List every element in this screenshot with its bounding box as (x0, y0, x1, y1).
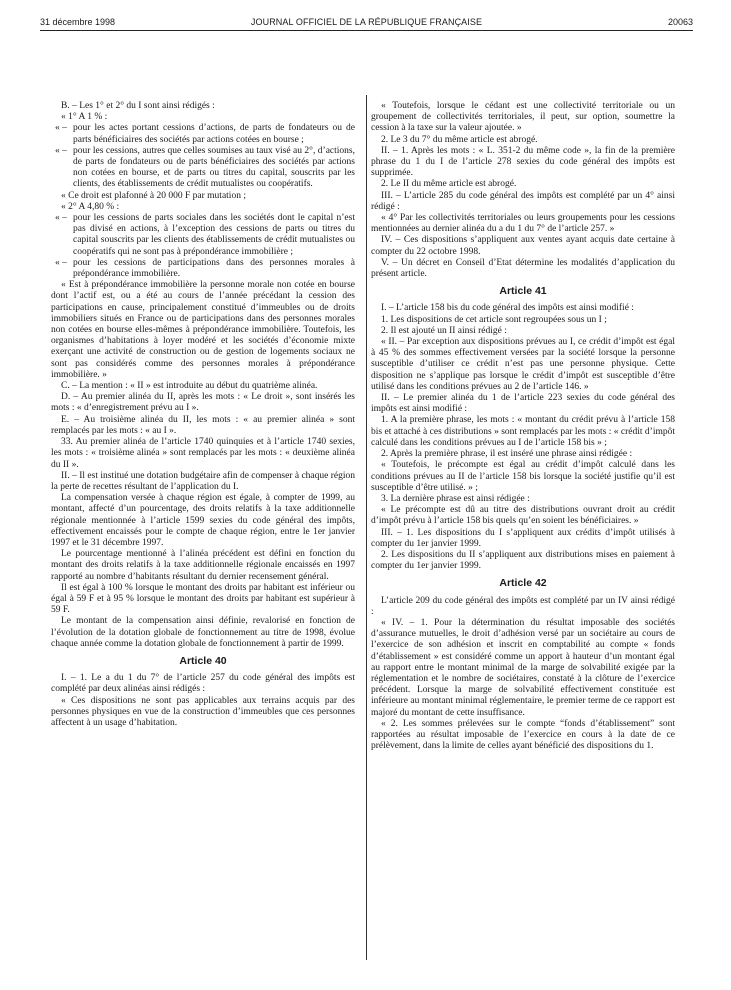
bullet-mark: « – (55, 145, 67, 156)
paragraph: « Ce droit est plafonné à 20 000 F par mutation ; (61, 190, 246, 201)
paragraph: 1. A la première phrase, les mots : « montant du crédit prévu à l’article 158 bis et attaché à ces distributions » sont remplacés par les mots : « crédit d’impôt calculé dans les conditions prévues au I de l’article 158 bis » ; (371, 415, 675, 448)
paragraph: « Ces dispositions ne sont pas applicables aux terrains acquis par des personnes physiques en vue de la construction d’immeubles que ces personnes affectent à un usage d’habitation. (51, 695, 355, 728)
paragraph: II. – Il est institué une dotation budgétaire afin de compenser à chaque région la perte de recettes résultant de l’application du I. (51, 470, 355, 492)
list-item-text: pour les cessions de parts sociales dans les sociétés dont le capital n’est pas divisé en actions, à l’exception des cessions de parts ou titres du capital souscrits par les clients des établissements de crédit mutualistes ou coopératifs qui ne sont pas à prépondérance immobilière ; (73, 213, 355, 257)
bullet-mark: « – (55, 213, 67, 224)
paragraph: « Est à prépondérance immobilière la personne morale non cotée en bourse dont l’actif est, ou a été au cours de l’année précédant la cession des participations en cause, principalement constitué d’immeubles ou de droits immobiliers situés en France ou de participations dans des personnes morales non cotées en bourse elles-mêmes à prépondérance immobilière. Toutefois, les organismes d’habitations à loyer modéré et les sociétés d’économie mixte exerçant une activité de construction ou de gestion de logements sociaux ne sont pas considérés comme des personnes morales à prépondérance immobilière. » (51, 280, 355, 380)
bullet-mark: « – (55, 123, 67, 134)
paragraph: II. – 1. Après les mots : « L. 351-2 du même code », la fin de la première phrase du 1 du I de l’article 278 sexies du code général des impôts est supprimée. (371, 145, 675, 179)
page-header (40, 17, 693, 31)
right-column (371, 101, 675, 752)
article-heading: Article 42 (499, 577, 547, 590)
article-heading: Article 40 (179, 654, 227, 667)
journal-title: JOURNAL OFFICIEL DE LA RÉPUBLIQUE FRANÇAISE (250, 17, 483, 27)
list-item (51, 146, 355, 191)
paragraph: 2. Le II du même article est abrogé. (381, 179, 517, 190)
list-item (51, 258, 355, 280)
list-item-text: pour les cessions, autres que celles soumises au taux visé au 2°, d’actions, de parts de fondateurs ou de parts bénéficiaires des sociétés par actions non cotées en bourse, et de parts ou titres du capital, souscrits par les clients, des établissements de crédit mutualistes ou coopératifs. (73, 145, 355, 190)
paragraph: « Le précompte est dû au titre des distributions ouvrant droit au crédit d’impôt prévu à l’article 158 bis quels qu’en soient les bénéficiaires. » (371, 505, 675, 527)
paragraph: C. – La mention : « II » est introduite au début du quatrième alinéa. (61, 381, 318, 392)
list-item-text: pour les actes portant cessions d’actions, de parts de fondateurs ou de parts bénéficiaires des sociétés par actions cotées en bourse ; (73, 123, 355, 145)
paragraph: « 2° A 4,80 % : (61, 201, 120, 212)
page-number: 20063 (667, 17, 693, 27)
paragraph: D. – Au premier alinéa du II, après les mots : « Le droit », sont insérés les mots : « d’enregistrement prévu au I ». (51, 392, 355, 414)
list-item (51, 123, 355, 145)
article-heading: Article 41 (499, 285, 547, 298)
paragraph: 33. Au premier alinéa de l’article 1740 quinquies et à l’article 1740 sexies, les mots : « troisième alinéa » sont remplacés par les mots : « deuxième alinéa du II ». (51, 437, 355, 470)
paragraph: « II. – Par exception aux dispositions prévues au I, ce crédit d’impôt est égal à 45 % des sommes effectivement versées par la société lorsque la personne susceptible d’utiliser ce crédit n’est pas une personne physique. Cette disposition ne s’applique pas lorsque le crédit d’impôt est susceptible d’être utilisé dans les conditions prévues au 2 de l’article 146. » (371, 337, 675, 392)
left-column (51, 101, 355, 729)
column-divider (366, 95, 367, 960)
paragraph: 2. Après la première phrase, il est inséré une phrase ainsi rédigée : (381, 449, 633, 460)
paragraph: IV. – Ces dispositions s’appliquent aux ventes ayant acquis date certaine à compter du 22 octobre 1998. (371, 235, 675, 257)
header-date: 31 décembre 1998 (40, 17, 116, 27)
paragraph: « 1° A 1 % : (61, 112, 108, 123)
paragraph: II. – Le premier alinéa du 1 de l’article 223 sexies du code général des impôts est ainsi modifié : (371, 393, 675, 415)
paragraph: 3. La dernière phrase est ainsi rédigée : (381, 493, 530, 504)
header-rule (40, 30, 693, 31)
paragraph: 1. Les dispositions de cet article sont regroupées sous un I ; (381, 314, 607, 325)
paragraph: L’article 209 du code général des impôts est complété par un IV ainsi rédigé : (371, 595, 675, 617)
paragraph: E. – Au troisième alinéa du II, les mots : « au premier alinéa » sont remplacés par les mots : « au I ». (51, 414, 355, 436)
paragraph: III. – L’article 285 du code général des impôts est complété par un 4° ainsi rédigé : (371, 190, 675, 212)
paragraph: « Toutefois, lorsque le cédant est une collectivité territoriale ou un groupement de collectivités territoriales, il peut, sur option, soumettre la cession à la taxe sur la valeur ajoutée. » (371, 101, 675, 134)
paragraph: « IV. – 1. Pour la détermination du résultat imposable des sociétés d’assurance mutuelles, le droit d’adhésion versé par un sociétaire au cours de l’exercice de son adhésion et inscrit en comptabilité au compte « fonds d’établissement » est considéré comme un apport à hauteur d’un montant égal au rapport entre le montant minimal de la marge de solvabilité exigée par la réglementation et le nombre de sociétaires, constaté à la clôture de l’exercice précédent. Lorsque la marge de solvabilité effectivement constituée est inférieure au montant minimal réglementaire, le premier terme de ce rapport est majoré du montant de cette insuffisance. (371, 617, 675, 718)
paragraph: 2. Le 3 du 7° du même article est abrogé. (381, 134, 538, 145)
paragraph: La compensation versée à chaque région est égale, à compter de 1999, au montant, affecté d’un pourcentage, des droits relatifs à la taxe additionnelle régionale mentionnée à l’article 1599 sexies du code général des impôts, effectivement encaissés pour le compte de chaque région, entre le 1er janvier 1997 et le 31 décembre 1997. (51, 493, 355, 548)
paragraph: « 4° Par les collectivités territoriales ou leurs groupements pour les cessions mentionnées au dernier alinéa du a du 1 du 7° de l’article 257. » (371, 213, 675, 235)
paragraph: 2. Les dispositions du II s’appliquent aux distributions mises en paiement à compter du 1er janvier 1999. (371, 549, 675, 572)
paragraph: III. – 1. Les dispositions du I s’appliquent aux crédits d’impôt utilisés à compter du 1er janvier 1999. (371, 527, 675, 549)
paragraph: B. – Les 1° et 2° du I sont ainsi rédigés : (61, 101, 215, 111)
list-item-text: pour les cessions de participations dans des personnes morales à prépondérance immobilière. (73, 257, 355, 280)
paragraph: V. – Un décret en Conseil d’Etat détermine les modalités d’application du présent article. (371, 257, 675, 280)
paragraph: « 2. Les sommes prélevées sur le compte “fonds d’établissement” sont rapportées au résultat imposable de l’exercice en cours à la date de ce prélèvement, dans la limite de celles ayant bénéficié des dispositions du 1. (371, 718, 675, 752)
list-item (51, 213, 355, 258)
bullet-mark: « – (55, 257, 67, 268)
paragraph: Il est égal à 100 % lorsque le montant des droits par habitant est inférieur ou égal à 59 F et à 95 % lorsque le montant des droits par habitant est supérieur à 59 F. (51, 582, 355, 616)
paragraph: « Toutefois, le précompte est égal au crédit d’impôt calculé dans les conditions prévues au II de l’article 158 bis lorsque la société justifie qu’il est susceptible d’être utilisé. » ; (371, 460, 675, 493)
paragraph: 2. Il est ajouté un II ainsi rédigé : (381, 325, 507, 336)
paragraph: Le pourcentage mentionné à l’alinéa précédent est défini en fonction du montant des droits relatifs à la taxe additionnelle régionale encaissés en 1997 rapporté au nombre d’habitants résultant du dernier recensement général. (51, 549, 355, 582)
paragraph: I. – L’article 158 bis du code général des impôts est ainsi modifié : (381, 303, 634, 314)
paragraph: Le montant de la compensation ainsi définie, revalorisé en fonction de l’évolution de la dotation globale de fonctionnement au titre de 1998, évolue chaque année comme la dotation globale de fonctionnement à partir de 1999. (51, 616, 355, 649)
paragraph: I. – 1. Le a du 1 du 7° de l’article 257 du code général des impôts est complété par deux alinéas ainsi rédigés : (51, 673, 355, 695)
